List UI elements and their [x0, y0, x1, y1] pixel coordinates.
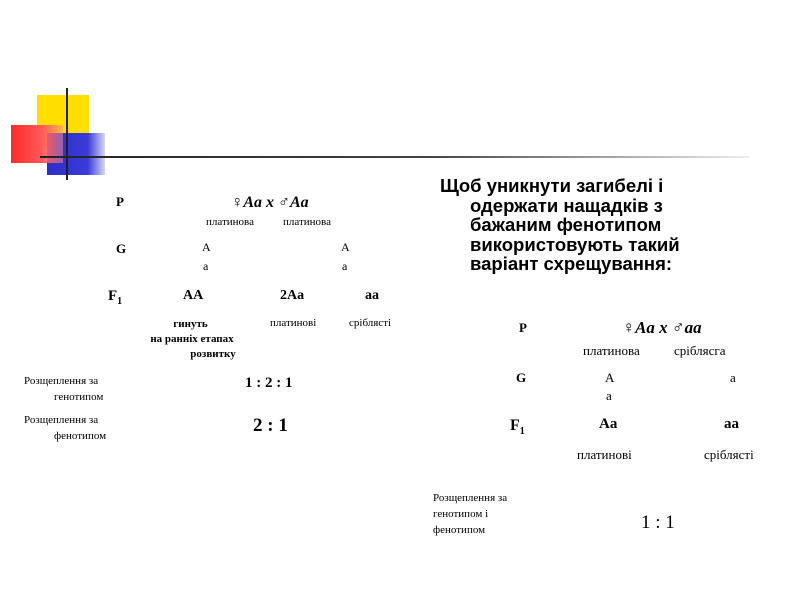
right-gamete1-top: A — [605, 370, 615, 385]
left-p-label: P — [116, 194, 124, 209]
right-gamete1-bottom: a — [606, 388, 612, 403]
decor-horizontal-line — [40, 156, 750, 158]
left-genotype-ratio: 1 : 2 : 1 — [245, 375, 293, 391]
right-split-line-3: фенотипом — [433, 524, 486, 536]
right-ratio: 1 : 1 — [641, 512, 675, 533]
right-f-subscript: 1 — [519, 426, 525, 438]
left-phenotype-ratio: 2 : 1 — [253, 415, 288, 436]
left-split-genotype-line-1: Розщеплення за — [24, 375, 99, 387]
left-split-genotype-label — [24, 373, 103, 405]
left-gamete2-top: A — [341, 240, 350, 254]
right-phenotype-1: платинові — [577, 447, 632, 462]
left-phenotype-3: сріблясті — [349, 317, 392, 329]
left-genotype-2: 2Aa — [280, 288, 305, 303]
left-f-subscript: 1 — [117, 296, 123, 307]
left-gamete2-bottom: a — [342, 259, 348, 273]
left-phenotype-1 — [138, 317, 258, 362]
heading-line-2: одержати нащадків з — [470, 194, 663, 216]
heading-line-4: використовують такий — [470, 233, 680, 255]
right-g-label: G — [516, 370, 527, 385]
right-parent1-phenotype: платинова — [583, 343, 640, 358]
right-split-line-1: Розщеплення за — [433, 492, 508, 504]
left-gamete1-top: A — [202, 240, 211, 254]
right-p-label: P — [519, 320, 527, 335]
left-parent2-phenotype: платинова — [283, 216, 331, 228]
left-genotype-1: AA — [183, 288, 204, 303]
left-parent1-phenotype: платинова — [206, 216, 254, 228]
left-f-letter: F — [108, 288, 118, 304]
right-genotype-1: Aa — [599, 416, 618, 432]
right-split-line-2: генотипом і — [433, 508, 489, 520]
left-phenotype-1-line-1: гинуть — [173, 318, 208, 330]
left-gamete1-bottom: a — [203, 259, 209, 273]
right-genotype-2: aa — [724, 416, 739, 432]
heading-line-1: Щоб уникнути загибелі і — [440, 175, 664, 196]
left-split-phenotype-label — [24, 412, 106, 444]
heading-line-5: варіант схрещування: — [470, 253, 673, 274]
left-split-genotype-line-2: генотипом — [54, 391, 104, 403]
left-split-phenotype-line-1: Розщеплення за — [24, 414, 99, 426]
left-cross: ♀Aa x ♂Aa — [231, 194, 309, 211]
left-phenotype-1-line-2: на ранніх етапах — [150, 333, 234, 345]
left-phenotype-2: платинові — [270, 317, 317, 329]
left-split-phenotype-line-2: фенотипом — [54, 430, 107, 442]
decor-vertical-line — [66, 88, 68, 180]
right-phenotype-2: сріблясті — [704, 447, 754, 462]
right-gamete2: a — [730, 370, 736, 385]
right-cross: ♀Aa x ♂aa — [622, 318, 702, 337]
left-f1-label — [108, 288, 122, 307]
right-split-label — [433, 490, 507, 538]
left-genotype-3: aa — [365, 288, 379, 303]
left-phenotype-1-line-3: розвитку — [190, 348, 236, 360]
right-parent2-phenotype: сріблясга — [674, 343, 726, 358]
left-g-label: G — [116, 241, 127, 256]
right-f1-label — [510, 417, 525, 437]
heading — [440, 176, 680, 274]
right-f-letter: F — [510, 417, 520, 434]
heading-line-3: бажаним фенотипом — [470, 214, 662, 235]
